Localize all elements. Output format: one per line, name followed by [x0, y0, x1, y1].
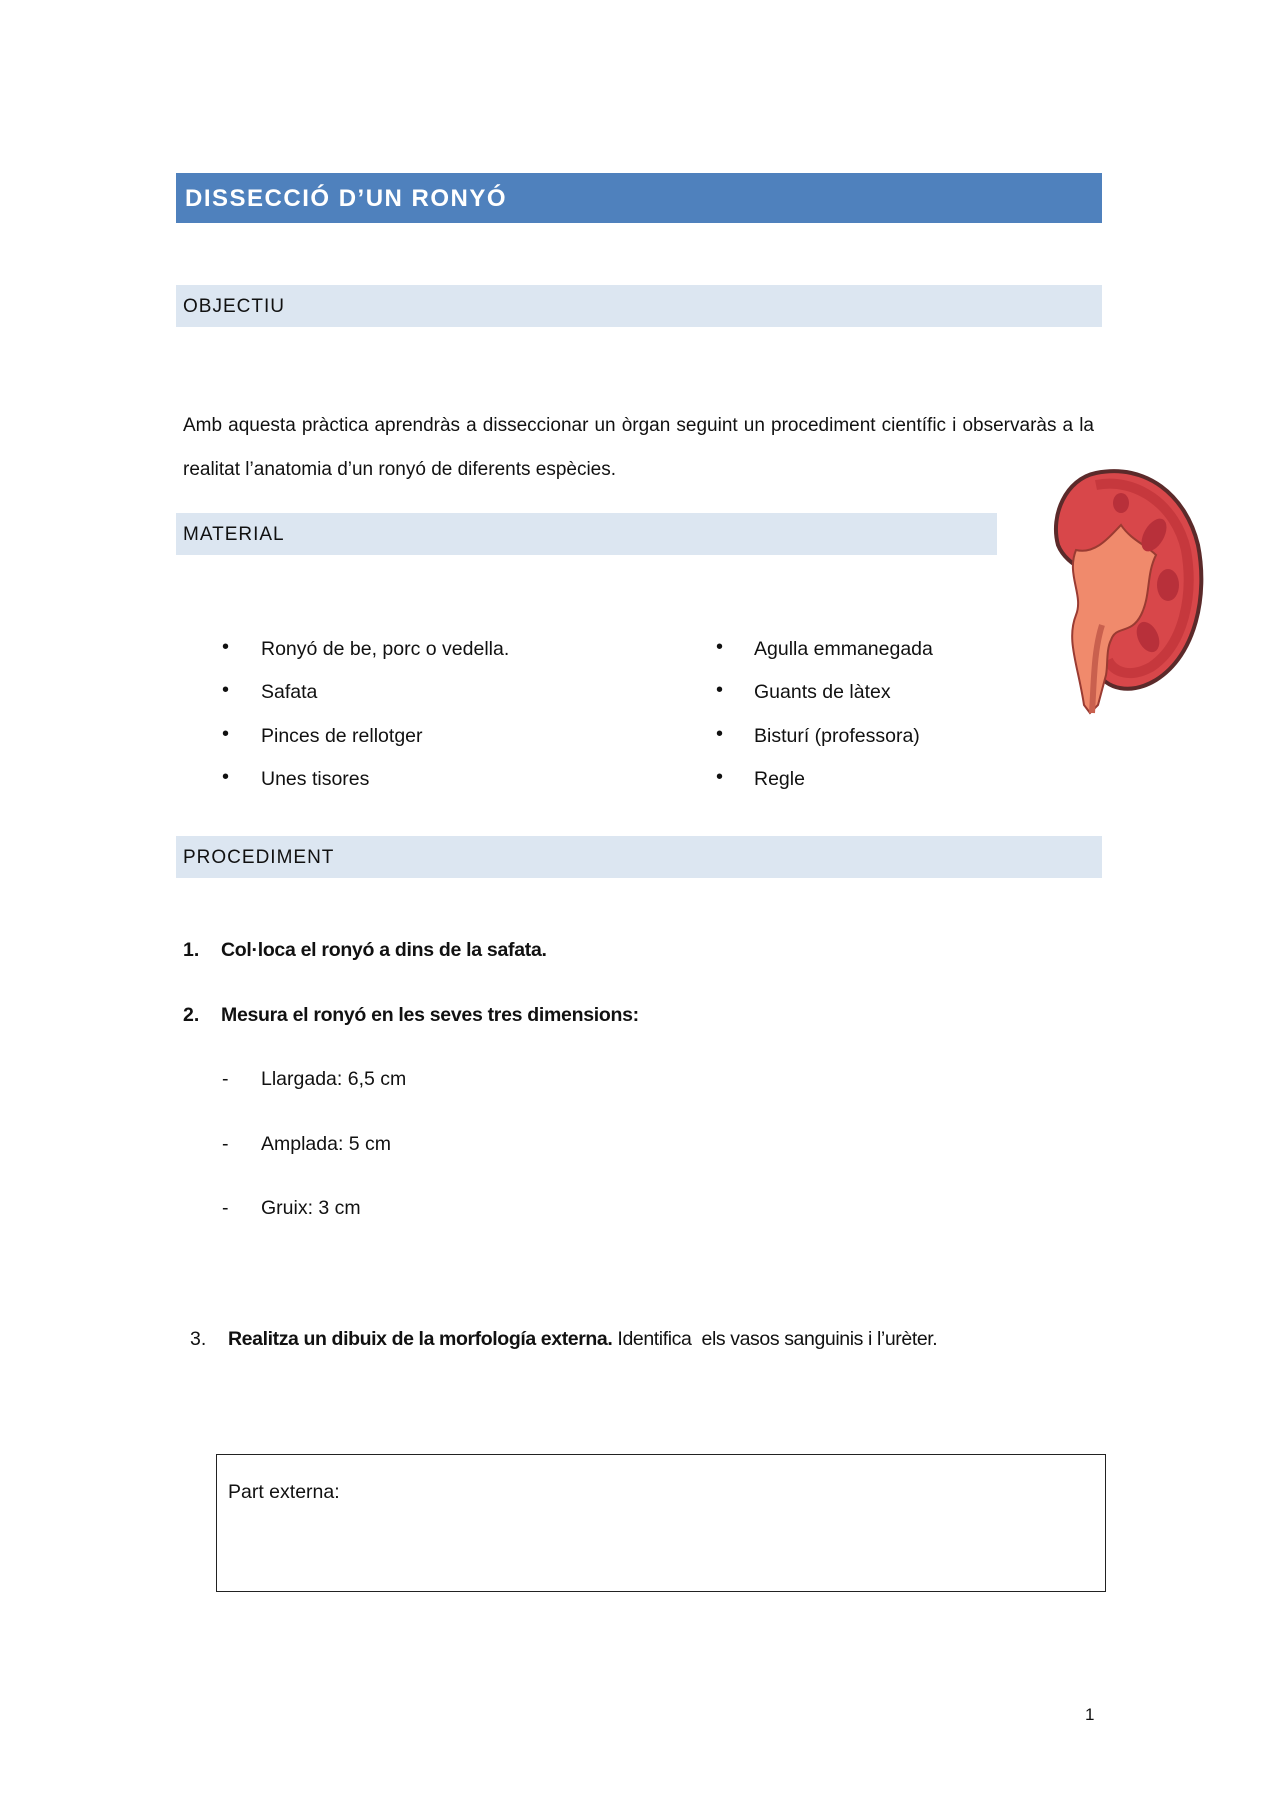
step-number: 3. — [190, 1328, 207, 1350]
dimension-item: Amplada: 5 cm — [261, 1133, 392, 1155]
list-item: Bisturí (professora) — [754, 725, 920, 747]
step-2-text: Mesura el ronyó en les seves tres dimensions: — [221, 1004, 639, 1026]
list-item: Guants de làtex — [754, 681, 891, 703]
objective-paragraph: Amb aquesta pràctica aprendràs a disseccionar un òrgan seguint un procediment científic i observaràs a la realitat l’anatomia d’un ronyó de diferents espècies. — [183, 415, 1094, 480]
drawing-box-external[interactable] — [216, 1454, 1106, 1592]
list-item: Unes tisores — [261, 768, 370, 790]
dimension-item: Gruix: 3 cm — [261, 1197, 361, 1219]
list-item: Safata — [261, 681, 318, 703]
step-3-bold: Realitza un dibuix de la morfología externa. — [228, 1328, 613, 1350]
dash-icon: - — [222, 1197, 229, 1219]
list-item: Regle — [754, 768, 805, 790]
list-item: Pinces de rellotger — [261, 725, 423, 747]
bullet-icon: • — [716, 636, 724, 658]
section-title: OBJECTIU — [183, 296, 285, 317]
dash-icon: - — [222, 1133, 229, 1155]
bullet-icon: • — [716, 766, 724, 788]
bullet-icon: • — [222, 766, 230, 788]
step-3-text — [228, 1328, 937, 1351]
bullet-icon: • — [716, 679, 724, 701]
section-title: PROCEDIMENT — [183, 847, 335, 868]
bullet-icon: • — [716, 723, 724, 745]
title-banner — [176, 173, 1102, 223]
dimension-item: Llargada: 6,5 cm — [261, 1068, 407, 1090]
section-header-material — [176, 513, 997, 555]
bullet-icon: • — [222, 723, 230, 745]
step-1-text: Col·loca el ronyó a dins de la safata. — [221, 939, 547, 961]
bullet-icon: • — [222, 679, 230, 701]
page-number: 1 — [1085, 1705, 1095, 1724]
list-item: Agulla emmanegada — [754, 638, 933, 660]
section-title: MATERIAL — [183, 524, 285, 545]
step-number: 1. — [183, 939, 200, 961]
kidney-illustration — [1036, 465, 1208, 717]
list-item: Ronyó de be, porc o vedella. — [261, 638, 510, 660]
box-label: Part externa: — [228, 1481, 340, 1503]
step-number: 2. — [183, 1004, 200, 1026]
page-title: DISSECCIÓ D’UN RONYÓ — [185, 185, 508, 212]
section-header-objectiu — [176, 285, 1102, 327]
section-header-procediment — [176, 836, 1102, 878]
step-3-rest: Identifica els vasos sanguinis i l’urèter. — [612, 1328, 938, 1350]
bullet-icon: • — [222, 636, 230, 658]
dash-icon: - — [222, 1068, 229, 1090]
